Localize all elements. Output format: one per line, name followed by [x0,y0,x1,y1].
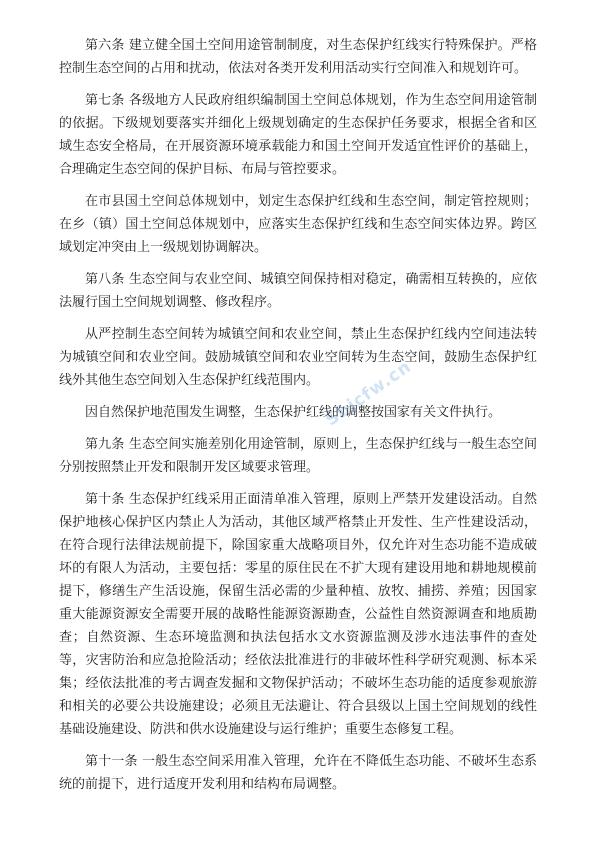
paragraph-article-8-conversion-control: 从严控制生态空间转为城镇空间和农业空间，禁止生态保护红线内空间违法转为城镇空间和农业空间。鼓励城镇空间和农业空间转为生态空间，鼓励生态保护红线外其他生态空间划入生态保护红线范围内。 [59,327,537,388]
paragraph-article-8-protected-area-adjustment: 因自然保护地范围发生调整，生态保护红线的调整按国家有关文件执行。 [85,405,502,420]
paragraph-article-8: 第八条 生态空间与农业空间、城镇空间保持相对稳定，确需相互转换的，应依法履行国土空间规划调整、修改程序。 [59,272,537,310]
paragraph-article-7: 第七条 各级地方人民政府组织编制国土空间总体规划，作为生态空间用途管制的依据。下级规划要落实并细化上级规划确定的生态保护任务要求，根据全省和区域生态安全格局，在开展资源环境承载能力和国土空间开发适宜性评价的基础上，合理确定生态空间的保护目标、布局与管控要求。 [59,93,537,177]
watermark-logo: Sbjcfw.cn [322,356,416,431]
paragraph-article-9: 第九条 生态空间实施差别化用途管制，原则上，生态保护红线与一般生态空间分别按照禁止开发和限制开发区域要求管理。 [59,437,537,475]
paragraph-article-6: 第六条 建立健全国土空间用途管制制度，对生态保护红线实行特殊保护。严格控制生态空间的占用和扰动，依法对各类开发利用活动实行空间准入和规划许可。 [59,38,537,76]
document-body [59,34,537,805]
paragraph-article-7-county-planning: 在市县国土空间总体规划中，划定生态保护红线和生态空间，制定管控规则；在乡（镇）国土空间总体规划中，应落实生态保护红线和生态空间实体边界。跨区域划定冲突由上一级规划协调解决。 [59,194,537,255]
paragraph-article-10: 第十条 生态保护红线采用正面清单准入管理，原则上严禁开发建设活动。自然保护地核心保护区内禁止人为活动，其他区域严格禁止开发性、生产性建设活动，在符合现行法律法规前提下，除国家重大战略项目外，仅允许对生态功能不造成破坏的有限人为活动，主要包括：零星的原住民在不扩大现有建设用地和耕地规模前提下，修缮生产生活设施，保留生活必需的少量种植、放牧、捕捞、养殖；因国家重大能源资源安全需要开展的战略性能源资源勘查，公益性自然资源调查和地质勘查；自然资源、生态环境监测和执法包括水文水资源监测及涉水违法事件的查处等，灾害防治和应急抢险活动；经依法批准进行的非破坏性科学研究观测、标本采集；经依法批准的考古调查发掘和文物保护活动；不破坏生态功能的适度参观旅游和相关的必要公共设施建设；必须且无法避让、符合县级以上国土空间规划的线性基础设施建设、防洪和供水设施建设与运行维护；重要生态修复工程。 [59,492,537,737]
paragraph-article-11: 第十一条 一般生态空间采用准入管理，允许在不降低生态功能、不破坏生态系统的前提下，进行适度开发利用和结构布局调整。 [59,754,537,792]
